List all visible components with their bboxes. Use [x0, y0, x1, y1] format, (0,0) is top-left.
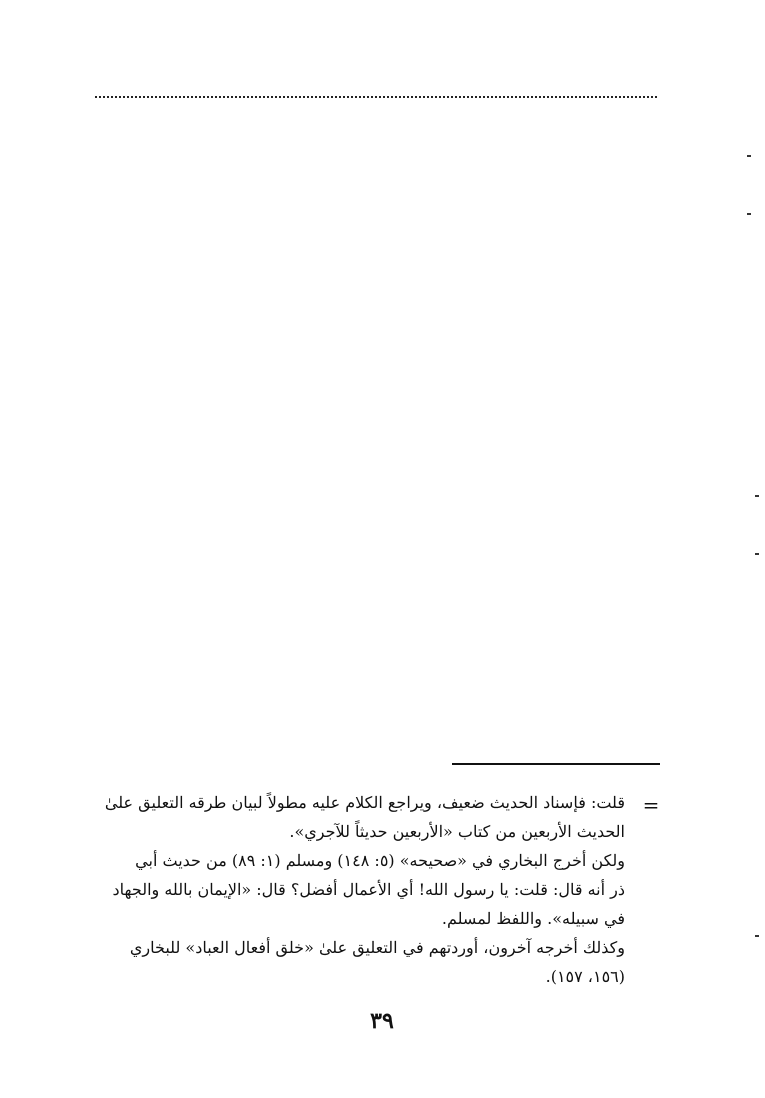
footnote-line: ذر أنه قال: قلت: يا رسول الله! أي الأعمال أفضل؟ قال: «الإيمان بالله والجهاد — [112, 880, 625, 899]
footnote-continuation-mark: = — [642, 793, 660, 817]
footnote-line: (١٥٦، ١٥٧). — [545, 967, 625, 986]
page-number: ٣٩ — [370, 1008, 394, 1034]
footnote-line: قلت: فإسناد الحديث ضعيف، ويراجع الكلام عليه مطولاً لبيان طرقه التعليق علىٰ — [104, 793, 625, 812]
footnote-text — [100, 788, 625, 991]
margin-tick — [747, 213, 751, 215]
footnote-line: وكذلك أخرجه آخرون، أوردتهم في التعليق علىٰ «خلق أفعال العباد» للبخاري — [129, 938, 625, 957]
footnote-line: ولكن أخرج البخاري في «صحيحه» (٥: ١٤٨) ومسلم (١: ٨٩) من حديث أبي — [135, 851, 625, 870]
footnote-line: الحديث الأربعين من كتاب «الأربعين حديثاً للآجري». — [289, 822, 625, 841]
margin-tick — [755, 935, 759, 937]
margin-tick — [755, 553, 759, 555]
margin-tick — [755, 495, 759, 497]
header-dotted-rule — [95, 96, 657, 98]
footnote-separator-rule — [452, 763, 660, 765]
footnote-line: في سبيله». واللفظ لمسلم. — [441, 909, 625, 928]
margin-tick — [747, 155, 751, 157]
